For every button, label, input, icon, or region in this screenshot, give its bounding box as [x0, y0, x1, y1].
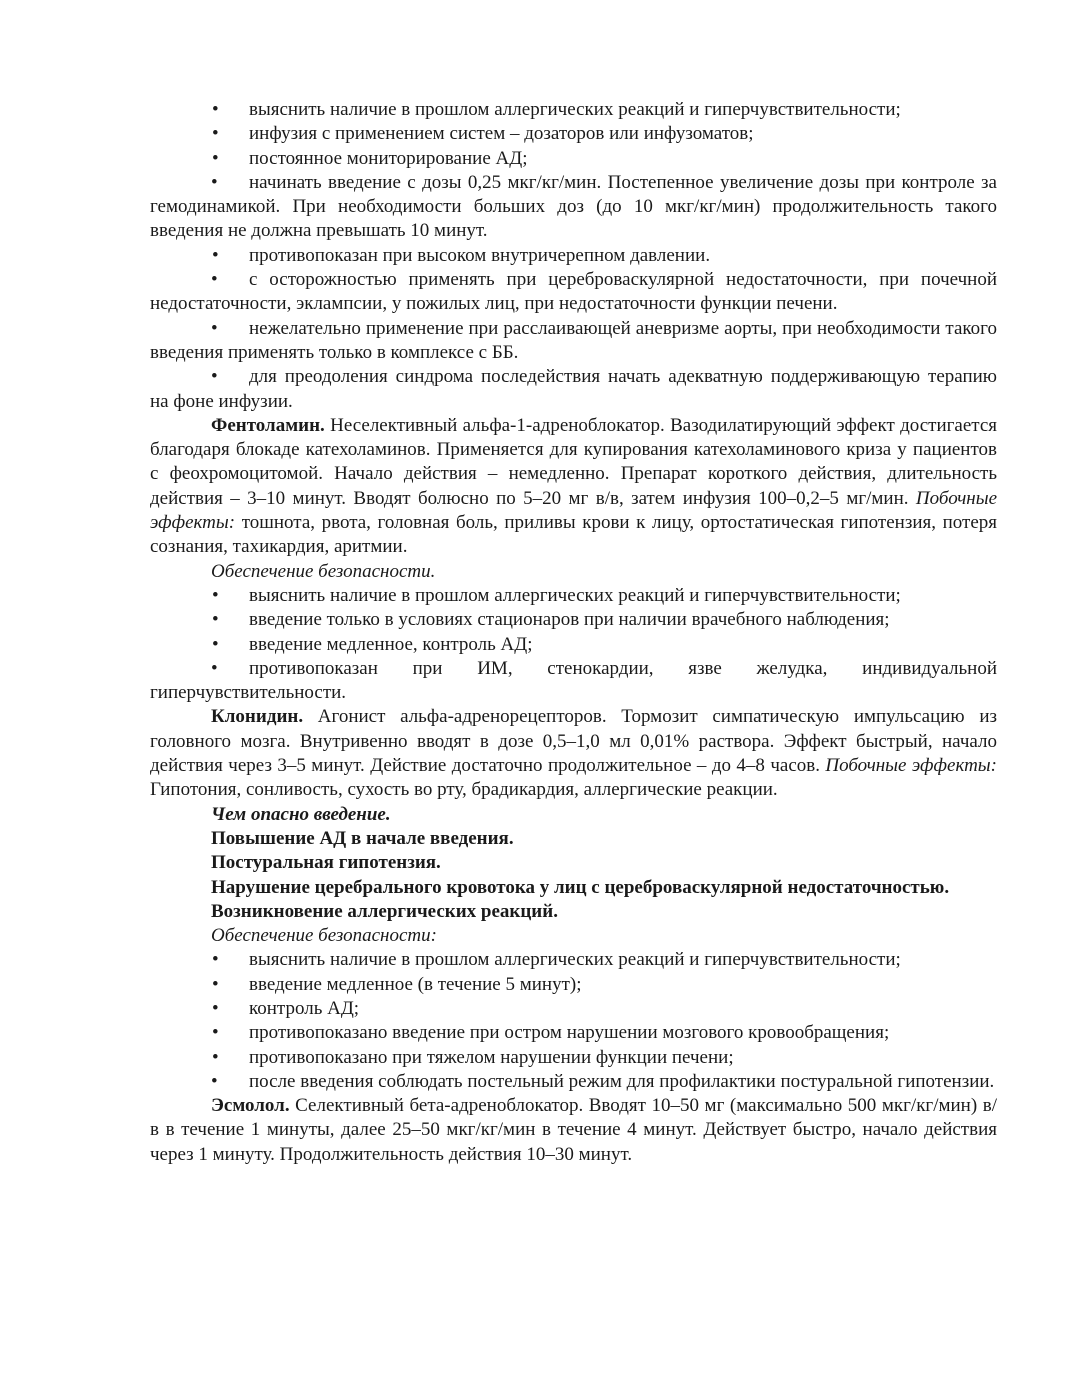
list-item: • начинать введение с дозы 0,25 мкг/кг/мин. Постепенное увеличение дозы при контроле за гемодинамикой. При необходимости больших доз (до 10 мкг/кг/мин) продолжительность такого введения не должна превышать 10 минут.: [150, 171, 997, 242]
list-item: • нежелательно применение при расслаивающей аневризме аорты, при необходимости такого введения применять только в комплексе с ББ.: [150, 317, 997, 363]
drug-name: Фентоламин.: [211, 414, 325, 436]
list-item: • контроль АД;: [212, 997, 360, 1019]
list-item: • выяснить наличие в прошлом аллергических реакций и гиперчувствительности;: [212, 584, 901, 606]
list-item: • выяснить наличие в прошлом аллергических реакций и гиперчувствительности;: [212, 99, 901, 120]
list-item: • противопоказано при тяжелом нарушении функции печени;: [212, 1046, 734, 1068]
side-effects-label: Побочные эффекты:: [825, 755, 997, 777]
list-item: • инфузия с применением систем – дозаторов или инфузоматов;: [212, 123, 754, 145]
danger-item: Повышение АД в начале введения.: [211, 827, 514, 849]
danger-item: Возникновение аллергических реакций.: [211, 900, 558, 922]
list-item: • противопоказан при ИМ, стенокардии, язве желудка, индивидуальной гиперчувствительности.: [150, 657, 997, 704]
clonidine-paragraph: Клонидин. Агонист альфа-адренорецепторов. Тормозит симпатическую импульсацию из головного мозга. Внутривенно вводят в дозе 0,5–1,0 мл 0,01% раствора. Эффект быстрый, начало действия через 3–5 минут. Действие достаточно продолжительное – до 4–8 часов. Побочные эффекты: Гипотония, сонливость, сухость во рту, брадикардия, аллергические реакции.: [150, 706, 997, 801]
danger-item: Нарушение церебрального кровотока у лиц с цереброваскулярной недостаточностью.: [211, 876, 950, 898]
list-item: • введение медленное, контроль АД;: [212, 633, 533, 655]
safety-heading: Обеспечение безопасности.: [211, 560, 436, 582]
list-item: • после введения соблюдать постельный режим для профилактики постуральной гипотензии.: [211, 1070, 995, 1092]
list-item: • противопоказано введение при остром нарушении мозгового кровообращения;: [212, 1022, 890, 1044]
list-item: • для преодоления синдрома последействия начать адекватную поддерживающую терапию на фоне инфузии.: [150, 366, 997, 412]
list-item: • постоянное мониторирование АД;: [212, 147, 528, 169]
drug-name: Клонидин.: [211, 706, 304, 728]
danger-item: Постуральная гипотензия.: [211, 852, 441, 874]
list-item: • выяснить наличие в прошлом аллергических реакций и гиперчувствительности;: [212, 949, 901, 971]
esmolol-paragraph: Эсмолол. Селективный бета-адреноблокатор. Вводят 10–50 мг (максимально 500 мкг/кг/мин) в/в в течение 1 минуты, далее 25–50 мкг/кг/мин в течение 4 минут. Действует быстро, начало действия через 1 минуту. Продолжительность действия 10–30 минут.: [150, 1095, 997, 1165]
list-item: • противопоказан при высоком внутричерепном давлении.: [212, 244, 711, 266]
drug-name: Эсмолол.: [211, 1095, 290, 1117]
danger-heading: Чем опасно введение.: [211, 803, 391, 825]
list-item: • с осторожностью применять при цереброваскулярной недостаточности, при почечной недостаточности, эклампсии, у пожилых лиц, при недостаточности функции печени.: [150, 269, 997, 315]
list-item: • введение медленное (в течение 5 минут);: [212, 973, 582, 995]
side-effects-label: Побочные эффекты:: [150, 487, 997, 534]
phentolamine-paragraph: Фентоламин. Неселективный альфа-1-адреноблокатор. Вазодилатирующий эффект достигается благодаря блокаде катехоламинов. Применяется для купирования катехоламинового криза у пациентов с феохромоцитомой. Начало действия – немедленно. Препарат короткого действия, длительность действия – 3–10 минут. Вводят болюсно по 5–20 мг в/в, затем инфузия 100–0,2–5 мг/мин. Побочные эффекты: тошнота, рвота, головная боль, приливы крови к лицу, ортостатическая гипотензия, потеря сознания, тахикардия, аритмии.: [150, 414, 997, 558]
list-item: • введение только в условиях стационаров при наличии врачебного наблюдения;: [212, 609, 890, 631]
safety-heading: Обеспечение безопасности:: [211, 925, 437, 947]
document-page: [150, 98, 997, 1167]
